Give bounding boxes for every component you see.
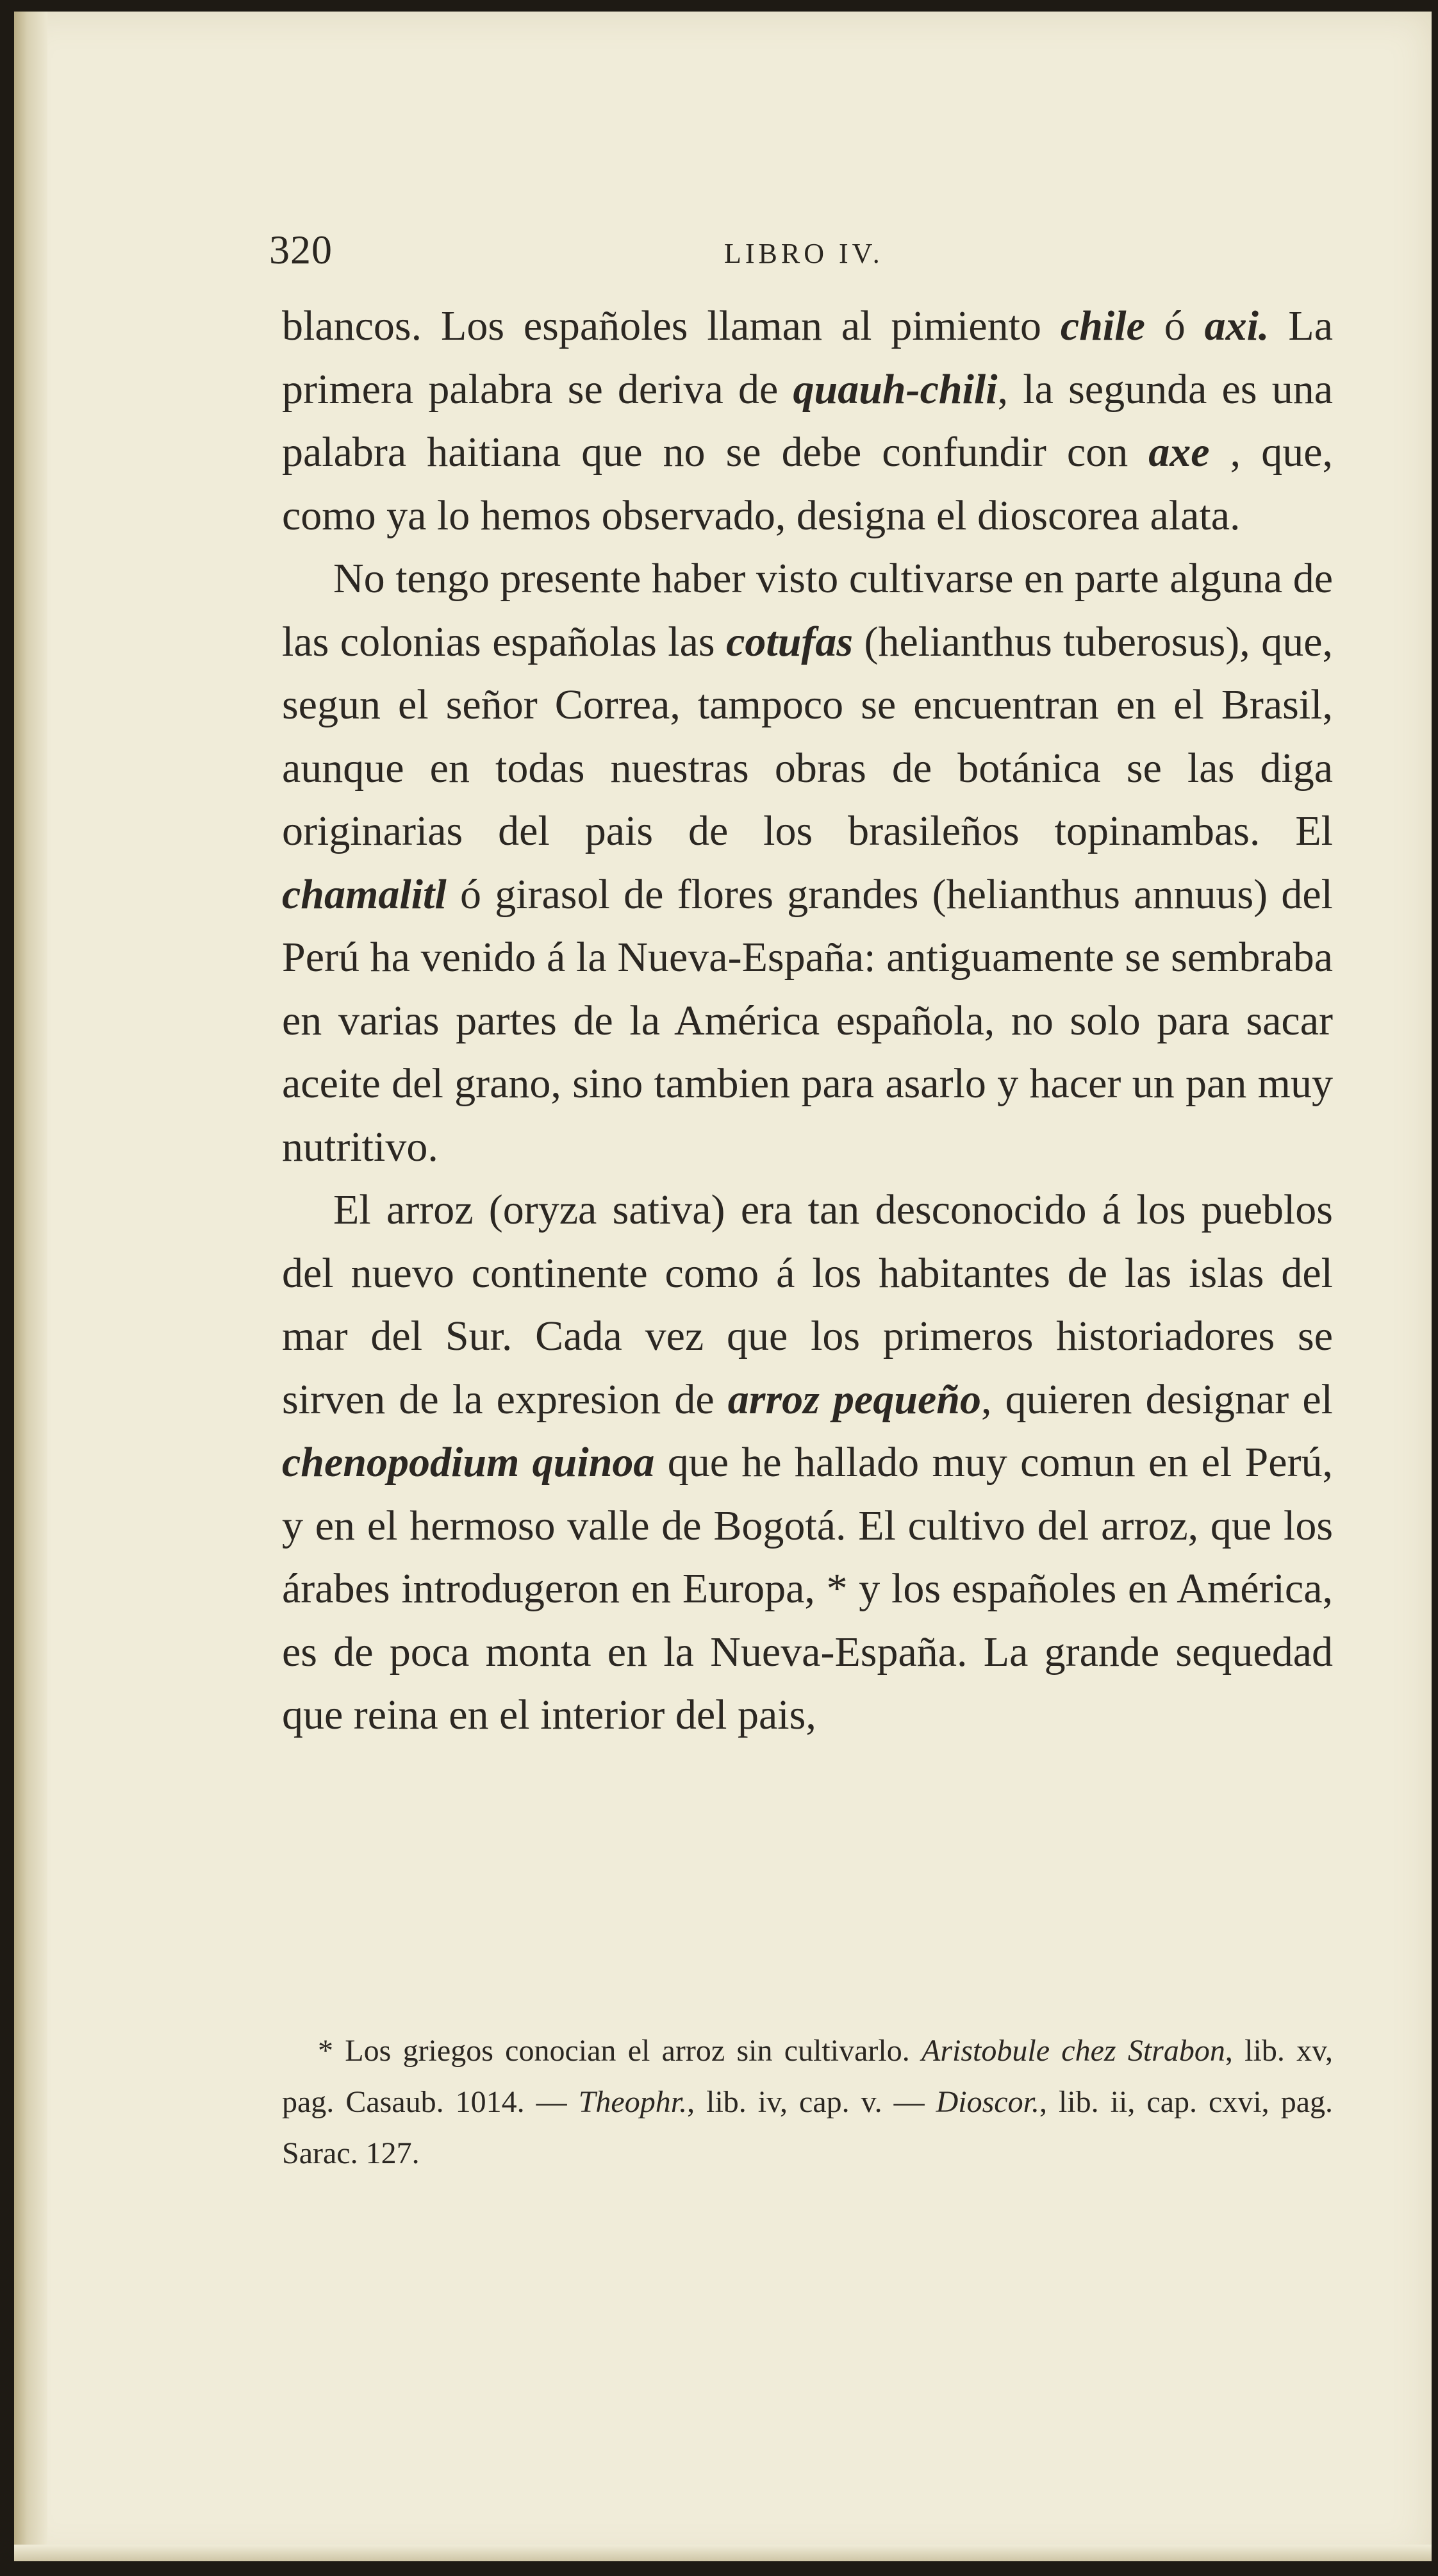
text-run: que he hallado muy comun en el Perú, y en el hermoso valle de Bogotá. El cultivo del arroz, que los árabes introdugeron en Europa, * y los españoles en América, es de poca monta en la Nueva-España. La grande sequedad que reina en el interior del pais, (282, 1439, 1333, 1738)
body-text (282, 295, 1333, 1747)
text-run: , lib. iv, cap. v. — (687, 2085, 936, 2119)
italic-citation: Aristobule chez Strabon (921, 2034, 1225, 2068)
footnote-text (282, 2025, 1333, 2179)
text-run: ó (1145, 303, 1205, 349)
text-run: La primera palabra se deriva de (282, 303, 1333, 413)
italic-term: quauh-chili (793, 365, 998, 413)
text-run: , lib. ii, cap. cxvi, pag. Sarac. 127. (282, 2085, 1333, 2170)
text-run: blancos. Los españoles llaman al pimiento (282, 303, 1061, 349)
text-run: * Los griegos conocian el arroz sin cultivarlo. (318, 2034, 921, 2068)
footnote (282, 2025, 1333, 2179)
italic-term: chamalitl (282, 870, 447, 918)
running-head: LIBRO IV. (724, 238, 884, 269)
page-binding-edge (14, 12, 47, 2561)
paragraph-3 (282, 1179, 1333, 1747)
page-header (269, 221, 1333, 279)
italic-citation: Dioscor. (936, 2085, 1039, 2119)
italic-term: axi. (1204, 303, 1269, 349)
text-run: (helianthus tuberosus), que, segun el señor Correa, tampoco se encuentran en el Brasil, aunque en todas nuestras obras de botánica se las diga originarias del pais de los brasileños topinambas. El (282, 618, 1333, 854)
text-run: El arroz (oryza sativa) era tan desconocido á los pueblos del nuevo continente como á los habitantes de las islas del mar del Sur. Cada vez que los primeros historiadores se sirven de la expresion de (282, 1186, 1333, 1423)
paragraph-1 (282, 295, 1333, 547)
text-run: ó girasol de flores grandes (helianthus annuus) del Perú ha venido á la Nueva-España: antiguamente se sembraba en varias partes de la América española, no solo para sacar aceite del grano, sino tambien para asarlo y hacer un pan muy nutritivo. (282, 870, 1333, 1170)
italic-term: cotufas (726, 618, 854, 665)
italic-term: arroz pequeño (727, 1375, 981, 1423)
italic-term: chile (1060, 303, 1145, 349)
text-run: , quieren designar el (980, 1375, 1333, 1423)
italic-citation: Theophr. (578, 2085, 688, 2119)
text-run: , lib. xv, pag. Casaub. 1014. — (282, 2034, 1333, 2119)
page-number: 320 (269, 227, 333, 272)
text-run: , la segunda es una palabra haitiana que no se debe confundir con (282, 365, 1334, 476)
italic-term: axe (1148, 429, 1210, 476)
italic-term: chenopodium quinoa (282, 1439, 655, 1486)
page-bottom-edge (14, 2545, 1432, 2561)
text-run: , que, como ya lo hemos observado, designa el dioscorea alata. (282, 429, 1334, 539)
text-run: No tengo presente haber visto cultivarse en parte alguna de las colonias españolas las (282, 555, 1333, 665)
paragraph-2 (282, 547, 1333, 1179)
